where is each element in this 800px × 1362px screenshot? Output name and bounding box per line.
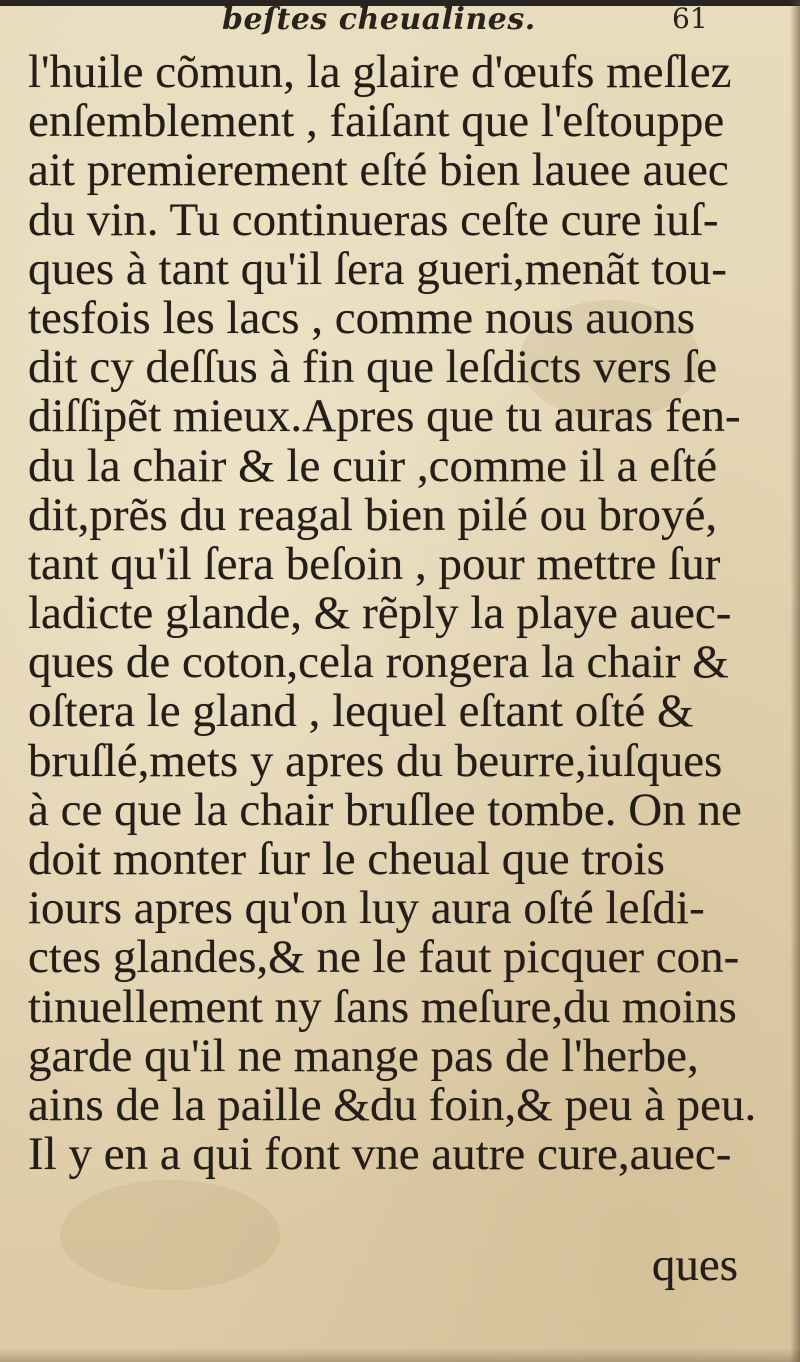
page-number: 61 bbox=[672, 2, 708, 35]
paper-stain bbox=[60, 1180, 280, 1290]
text-line: bruſlé,mets y apres du beurre,iuſques bbox=[28, 734, 723, 787]
page-edge-shadow bbox=[790, 0, 800, 1362]
text-line: ains de la paille &du foin,& peu à peu. bbox=[28, 1078, 757, 1131]
text-line: du la chair & le cuir ,comme il a eſté bbox=[28, 439, 718, 492]
text-line: Il y en a qui font vne autre cure,auec- bbox=[28, 1128, 732, 1181]
text-line: à ce que la chair bruſlee tombe. On ne bbox=[28, 783, 742, 836]
text-line: garde qu'il ne mange pas de l'herbe, bbox=[28, 1029, 699, 1082]
text-line: tant qu'il ſera beſoin , pour mettre ſur bbox=[28, 537, 721, 590]
text-line: ques à tant qu'il ſera gueri,menãt tou- bbox=[28, 242, 727, 295]
text-line: ait premierement eſté bien lauee auec bbox=[28, 144, 729, 197]
text-line: dit,prẽs du reagal bien pilé ou broyé, bbox=[28, 488, 718, 541]
text-line: doit monter ſur le cheual que trois bbox=[28, 833, 665, 885]
page-bottom-shadow bbox=[0, 1348, 800, 1362]
text-line: tesfois les lacs , comme nous auons bbox=[28, 291, 696, 344]
text-line: du vin. Tu continueras ceſte cure iuſ- bbox=[28, 193, 719, 246]
text-line: diſſipẽt mieux.Apres que tu auras fen- bbox=[28, 390, 741, 443]
text-line: enſemblement , faiſant que l'eſtouppe bbox=[28, 95, 725, 148]
body-text bbox=[28, 48, 768, 1179]
text-line: dit cy deſſus à fin que leſdicts vers ſe bbox=[28, 341, 718, 394]
text-line: ques de coton,cela rongera la chair & bbox=[28, 636, 729, 689]
text-line: iours apres qu'on luy aura oſté leſdi- bbox=[28, 882, 705, 935]
text-line: ladicte glande, & rẽply la playe auec- bbox=[28, 587, 732, 640]
catchword: ques bbox=[651, 1239, 738, 1291]
text-line: oſtera le gland , lequel eſtant oſté & bbox=[28, 685, 694, 738]
text-line: l'huile cõmun, la glaire d'œufs meſlez bbox=[28, 46, 732, 98]
text-line: tinuellement ny ſans meſure,du moins bbox=[28, 980, 737, 1033]
text-line: ctes glandes,& ne le faut picquer con- bbox=[28, 931, 740, 984]
running-head: beſtes cheualines. bbox=[222, 2, 536, 37]
